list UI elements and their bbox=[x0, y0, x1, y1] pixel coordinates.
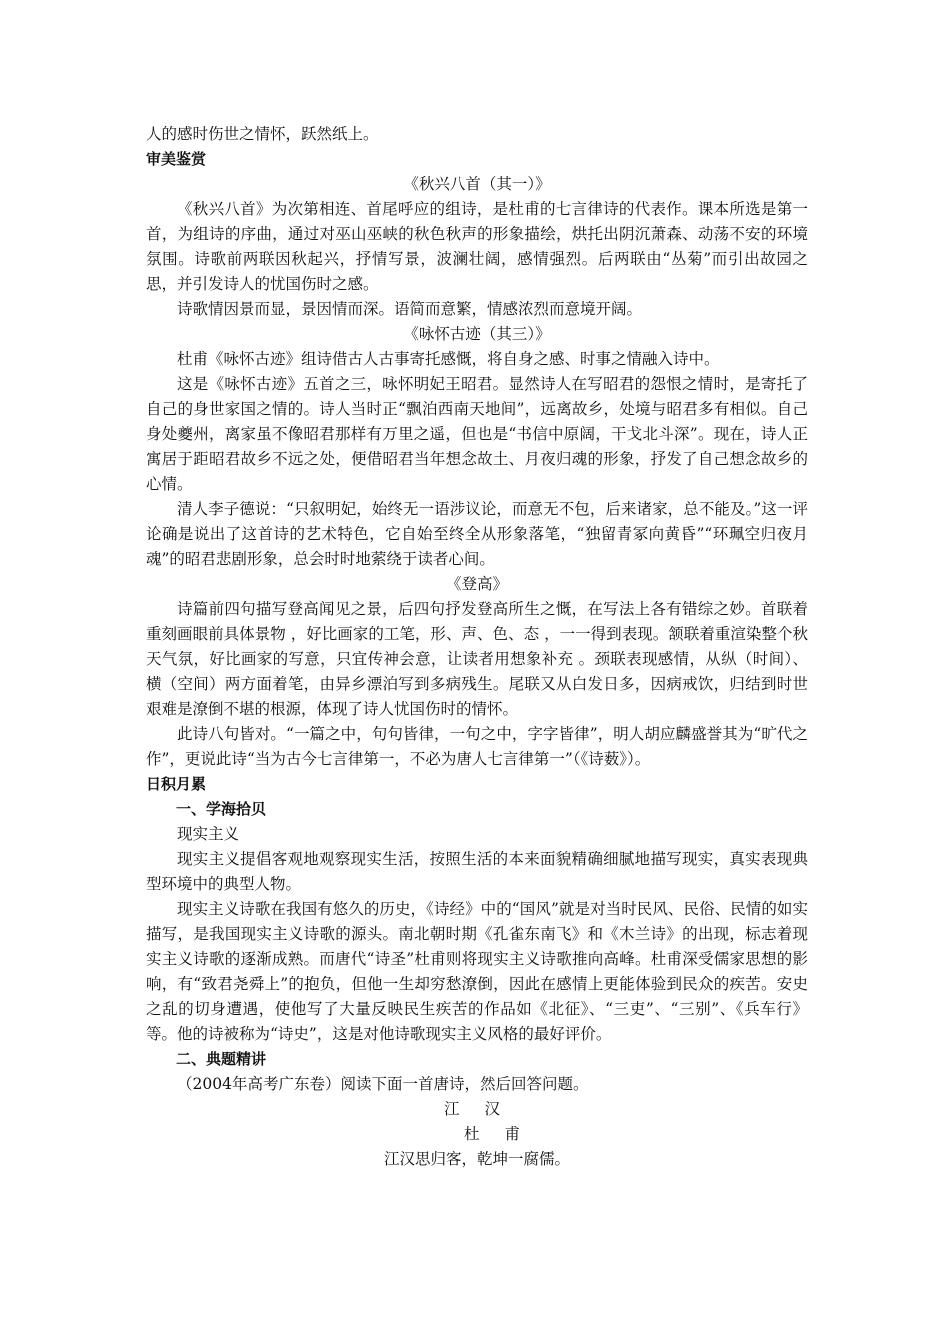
document-page bbox=[146, 122, 808, 1172]
paragraph-qiuxing-2: 诗歌情因景而显，景因情而深。语简而意繁，情感浓烈而意境开阔。 bbox=[177, 300, 643, 318]
subheading-diantí: 二、典题精讲 bbox=[176, 1050, 267, 1068]
poem-author: 杜 甫 bbox=[464, 1125, 530, 1143]
poem-title-denggao: 《登高》 bbox=[445, 575, 508, 593]
poem-line-1: 江汉思归客，乾坤一腐儒。 bbox=[383, 1150, 570, 1168]
poem-title-qiuxing: 《秋兴八首（其一）》 bbox=[403, 175, 551, 193]
subheading-xuehai: 一、学海拾贝 bbox=[176, 800, 267, 818]
question-prompt: （2004年高考广东卷）阅读下面一首唐诗，然后回答问题。 bbox=[177, 1075, 589, 1093]
paragraph-denggao-2: 此诗八句皆对。“一篇之中，句句皆律，一句之中，字字皆律”，明人胡应麟盛誉其为“旷代之作”，更说此诗“当为古今七言律第一，不必为唐人七言律第一”（《诗薮》）。 bbox=[146, 725, 808, 768]
section-heading-accumulate: 日积月累 bbox=[146, 775, 207, 793]
paragraph-continuation: 人的感时伤世之情怀，跃然纸上。 bbox=[146, 125, 379, 143]
paragraph-yonghuai-3: 清人李子德说：“只叙明妃，始终无一语涉议论，而意无不包，后来诸家，总不能及。”这一评论确是说出了这首诗的艺术特色，它自始至终全从形象落笔，“独留青冢向黄昏”“环珮空归夜月魂”的昭君悲剧形象，总会时时地萦绕于读者心间。 bbox=[146, 500, 808, 568]
section-heading-aesthetic: 审美鉴赏 bbox=[146, 150, 207, 168]
paragraph-qiuxing-1: 《秋兴八首》为次第相连、首尾呼应的组诗，是杜甫的七言律诗的代表作。课本所选是第一首，为组诗的序曲，通过对巫山巫峡的秋色秋声的形象描绘，烘托出阴沉萧森、动荡不安的环境氛围。诗歌前两联因秋起兴，抒情写景，波澜壮阔，感情强烈。后两联由“丛菊”而引出故园之思，并引发诗人的忧国伤时之感。 bbox=[146, 200, 808, 293]
paragraph-realism-2: 现实主义诗歌在我国有悠久的历史，《诗经》中的“国风”就是对当时民风、民俗、民情的如实描写，是我国现实主义诗歌的源头。南北朝时期《孔雀东南飞》和《木兰诗》的出现，标志着现实主义诗歌的逐渐成熟。而唐代“诗圣”杜甫则将现实主义诗歌推向高峰。杜甫深受儒家思想的影响，有“致君尧舜上”的抱负，但他一生却穷愁潦倒，因此在感情上更能体验到民众的疾苦。安史之乱的切身遭遇，使他写了大量反映民生疾苦的作品如《北征》、“三吏”、“三别”、《兵车行》等。他的诗被称为“诗史”，这是对他诗歌现实主义风格的最好评价。 bbox=[146, 900, 808, 1043]
poem-title-yonghuai: 《咏怀古迹（其三）》 bbox=[403, 325, 551, 343]
paragraph-yonghuai-2: 这是《咏怀古迹》五首之三，咏怀明妃王昭君。显然诗人在写昭君的怨恨之情时，是寄托了自己的身世家国之情的。诗人当时正“飘泊西南天地间”，远离故乡，处境与昭君多有相似。自己身处夔州，离家虽不像昭君那样有万里之遥，但也是“书信中原阔，干戈北斗深”。现在，诗人正寓居于距昭君故乡不远之处，便借昭君当年想念故土、月夜归魂的形象，抒发了自己想念故乡的心情。 bbox=[146, 375, 808, 493]
term-realism: 现实主义 bbox=[177, 825, 240, 843]
paragraph-yonghuai-1: 杜甫《咏怀古迹》组诗借古人古事寄托感慨，将自身之感、时事之情融入诗中。 bbox=[177, 350, 720, 368]
paragraph-realism-1: 现实主义提倡客观地观察现实生活，按照生活的本来面貌精确细腻地描写现实，真实表现典型环境中的典型人物。 bbox=[146, 850, 808, 893]
paragraph-denggao-1: 诗篇前四句描写登高闻见之景，后四句抒发登高所生之慨，在写法上各有错综之妙。首联着重刻画眼前具体景物 ，好比画家的工笔，形、声、色、态 ，一一得到表现。颔联着重渲染整个秋天气氛，好比画家的写意，只宜传神会意，让读者用想象补充 。颈联表现感情，从纵（时间）、横（空间）两方面着笔，由异乡漂泊写到多病残生。尾联又从白发日多，因病戒饮，归结到时世艰难是潦倒不堪的根源，体现了诗人忧国伤时的情怀。 bbox=[146, 600, 808, 718]
poem-title-jianghan: 江 汉 bbox=[444, 1100, 510, 1118]
